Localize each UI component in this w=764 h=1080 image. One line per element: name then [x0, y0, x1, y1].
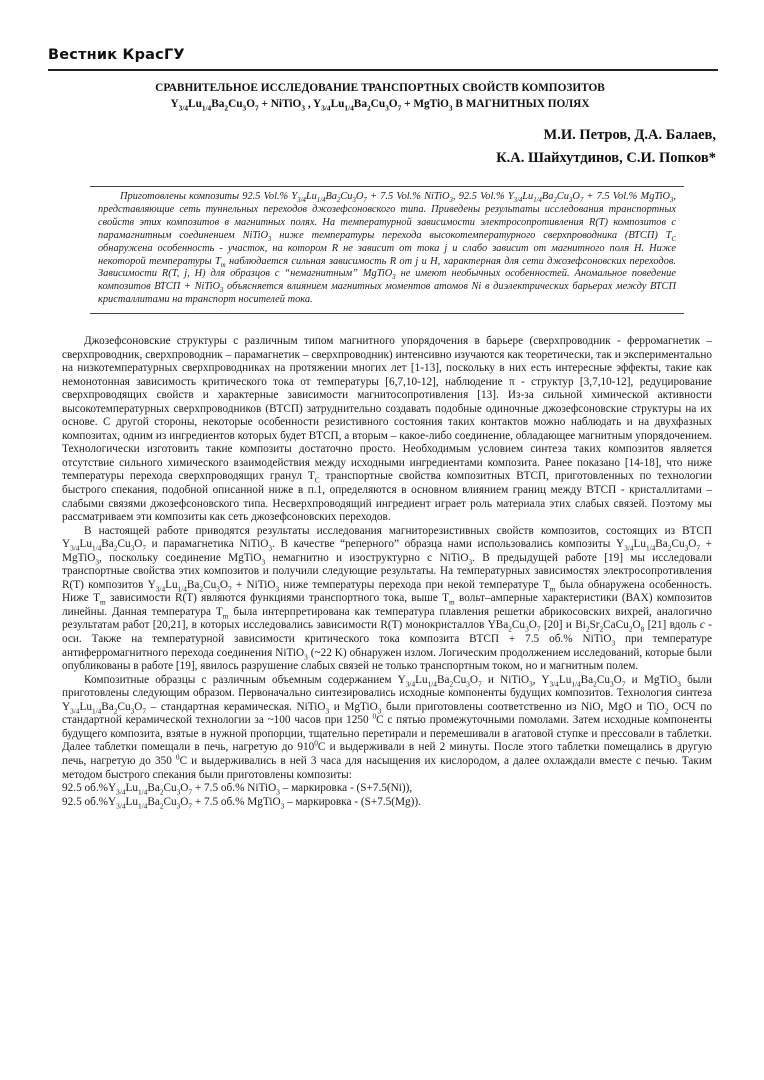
authors-line-2: К.А. Шайхутдинов, С.И. Попков*	[496, 150, 716, 166]
body-text	[62, 335, 712, 809]
body-paragraph-2: В настоящей работе приводятся результаты исследования магниторезистивных свойств композитов, состоящих из ВТСП $Y_{3/4}Lu_{1/4}Ba_2Cu_3O_7$ и парамагнетика NiTiO$_3$. В качестве “реперного” образца нами использовались композиты $Y_{3/4}Lu_{1/4}Ba_2Cu_3O_7$ + MgTiO$_3$, поскольку соединение MgTiO$_3$ немагнитно и изоструктурно с NiTiO$_3$. В предыдущей работе [19] мы исследовали транспортные свойства этих композитов и получили следующие результаты. На температурных зависимостях электросопротивления R(T) композитов $Y_{3/4}Lu_{1/4}Ba_2Cu_3O_7$ + NiTiO$_3$ ниже температуры перехода при некой температуре $T_m$ была обнаружена особенность. Ниже $T_m$ зависимости R(T) являются функциями транспортного тока, выше $T_m$ вольт–амперные характеристики (ВАХ) композитов линейны. Данная температура $T_m$ была интерпретирована как температура плавления решетки абрикосовских вихрей, аналогично результатам работ [20,21], в которых исследовались зависимости R(T) монокристаллов $YBa_2Cu_3O_7$ [20] и $Bi_2Sr_2CaCu_2O_8$ [21] вдоль c - оси. Также на температурной зависимости критического тока композита ВТСП + 7.5 об.% NiTiO$_3$ при температуре антиферромагнитного перехода соединения NiTiO$_3$ (~22 K) обнаружен излом. Логическим продолжением исследований, которые были опубликованы в работе [19], явилось разрушение слабых связей не только транспортным током, но и магнитным полем.	[62, 524, 713, 673]
composite-list-item-1: 92.5 $об.\%Y_{3/4}Lu_{1/4}Ba_2Cu_3O_7 + 7.5$ об.% NiTiO$_3$ – маркировка - (S+7.5(Ni)),	[62, 782, 413, 797]
authors-line-1: М.И. Петров, Д.А. Балаев,	[543, 127, 716, 143]
header-rule	[48, 69, 718, 71]
journal-header: Вестник КрасГУ	[48, 47, 185, 63]
body-paragraph-1: Джозефсоновские структуры с различным типом магнитного упорядочения в барьере (сверхпроводник - ферромагнетик – сверхпроводник, сверхпроводник – парамагнетик – сверхпроводник) интенсивно изучаются как теоретически, так и экспериментально на низкотемпературных сверхпроводниках на протяжении многих лет [1-13], поскольку в них есть интересные эффекты, такие как немонотонная зависимость критического тока от температуры [6,7,10-12], наблюдение π - структур [3,7,10-12], редуцирование сверхпроводящих свойств и характерные зависимости магнитосопротивления [13]. Из-за сильной химической активности высокотемпературных сверхпроводников (ВТСП) затруднительно создавать подобные одиночные джозефсоновские структуры на их основе. С другой стороны, некоторые особенности резистивного состояния таких контактов можно наблюдать и на двухфазных композитах, одним из ингредиентов которых будет ВТСП, а вторым – какое-либо соединение, обладающее магнитным упорядочением. Технологически изготовить такие композиты достаточно просто. Необходимым условием синтеза таких композитов является отсутствие сильного химического взаимодействия между исходными ингредиентами композита. Ранее показано [14-18], что ниже температуры перехода сверхпроводящих гранул $T_C$ транспортные свойства композитных ВТСП, приготовленных по технологии быстрого спекания, подобной описанной ниже в п.1, определяются в основном влиянием границ между ВТСП - кристаллитами – слабыми связями джозефсоновского типа. Несверхпроводящий ингредиент играет роль материала этих слабых связей. Поэтому мы рассматриваем эти композиты как сеть джозефсоновских переходов.	[62, 335, 712, 524]
composite-list-item-2: 92.5 $об.\%Y_{3/4}Lu_{1/4}Ba_2Cu_3O_7 + 7.5$ об.% MgTiO$_3$ – маркировка - (S+7.5(Mg)).	[62, 795, 421, 810]
body-paragraph-3: Композитные образцы с различным объемным содержанием $Y_{3/4}Lu_{1/4}Ba_2Cu_3O_7$ и NiTiO$_3$, $Y_{3/4}Lu_{1/4}Ba_2Cu_3O_7$ и MgTiO$_3$ были приготовлены следующим образом. Первоначально синтезировались исходные компоненты будущих композитов. Технология синтеза $Y_{3/4}Lu_{1/4}Ba_2Cu_3O_7$ – стандартная керамическая. NiTiO$_3$ и MgTiO$_3$ были приготовлены соответственно из NiO, MgO и TiO$_2$ ОСЧ по стандартной керамической технологии за ~100 часов при 1250 $^0$С с пятью промежуточными помолами. Затем исходные компоненты будущего композита, взятые в нужной пропорции, тщательно перетирали и перемешивали в агатовой ступке и прессовали в таблетки. Далее таблетки помещали в печь, нагретую до $910^0С$ и выдерживали в ней 2 минуты. После этого таблетки помещались в другую печь, нагретую до 350 $^0$С и выдерживались в ней 3 часа для насыщения их кислородом, а далее охлаждали вместе с печью. Таким методом быстрого спекания были приготовлены композиты:	[62, 673, 712, 781]
title-line-1: СРАВНИТЕЛЬНОЕ ИССЛЕДОВАНИЕ ТРАНСПОРТНЫХ СВОЙСТВ КОМПОЗИТОВ	[155, 82, 605, 94]
authors	[216, 124, 716, 170]
paper-title	[60, 80, 700, 112]
abstract: Приготовлены композиты 92.5 Vol.% $Y_{3/4}Lu_{1/4}Ba_2Cu_3O_7 + 7.5$ Vol.% NiTiO$_3$, 92.5 Vol.% $Y_{3/4}Lu_{1/4}Ba_2Cu_3O_7 + 7.5$ Vol.% MgTiO$_3$, представляющие сеть туннельных переходов джозефсоновского типа. Приведены результаты исследования транспортных свойств этих композитов в магнитных полях. На температурной зависимости электросопротивления R(T) композитов с парамагнитным соединением NiTiO$_3$ ниже температуры перехода высокотемпературного сверхпроводника (ВТСП) $T_C$ обнаружена особенность - участок, на котором R не зависит от тока j и слабо зависит от магнитного поля H. Ниже некоторой температуры $T_m$ наблюдается сильная зависимость R от j и H, характерная для сети джозефсоновских переходов. Зависимости R(T, j, H) для образцов с “немагнитным” MgTiO$_3$ не имеют необычных особенностей. Аномальное поведение композитов ВТСП + NiTiO$_3$ объясняется влиянием магнитных моментов атомов Ni в диэлектрических барьерах между ВТСП кристаллитами на транспорт носителей тока.	[90, 186, 684, 314]
title-line-2: $Y_{3/4}Lu_{1/4}Ba_2Cu_3O_7$ + NiTiO$_3$ , $Y_{3/4}Lu_{1/4}Ba_2Cu_3O_7$ + MgTiO$_3$ В МАГНИТНЫХ ПОЛЯХ	[170, 98, 590, 113]
